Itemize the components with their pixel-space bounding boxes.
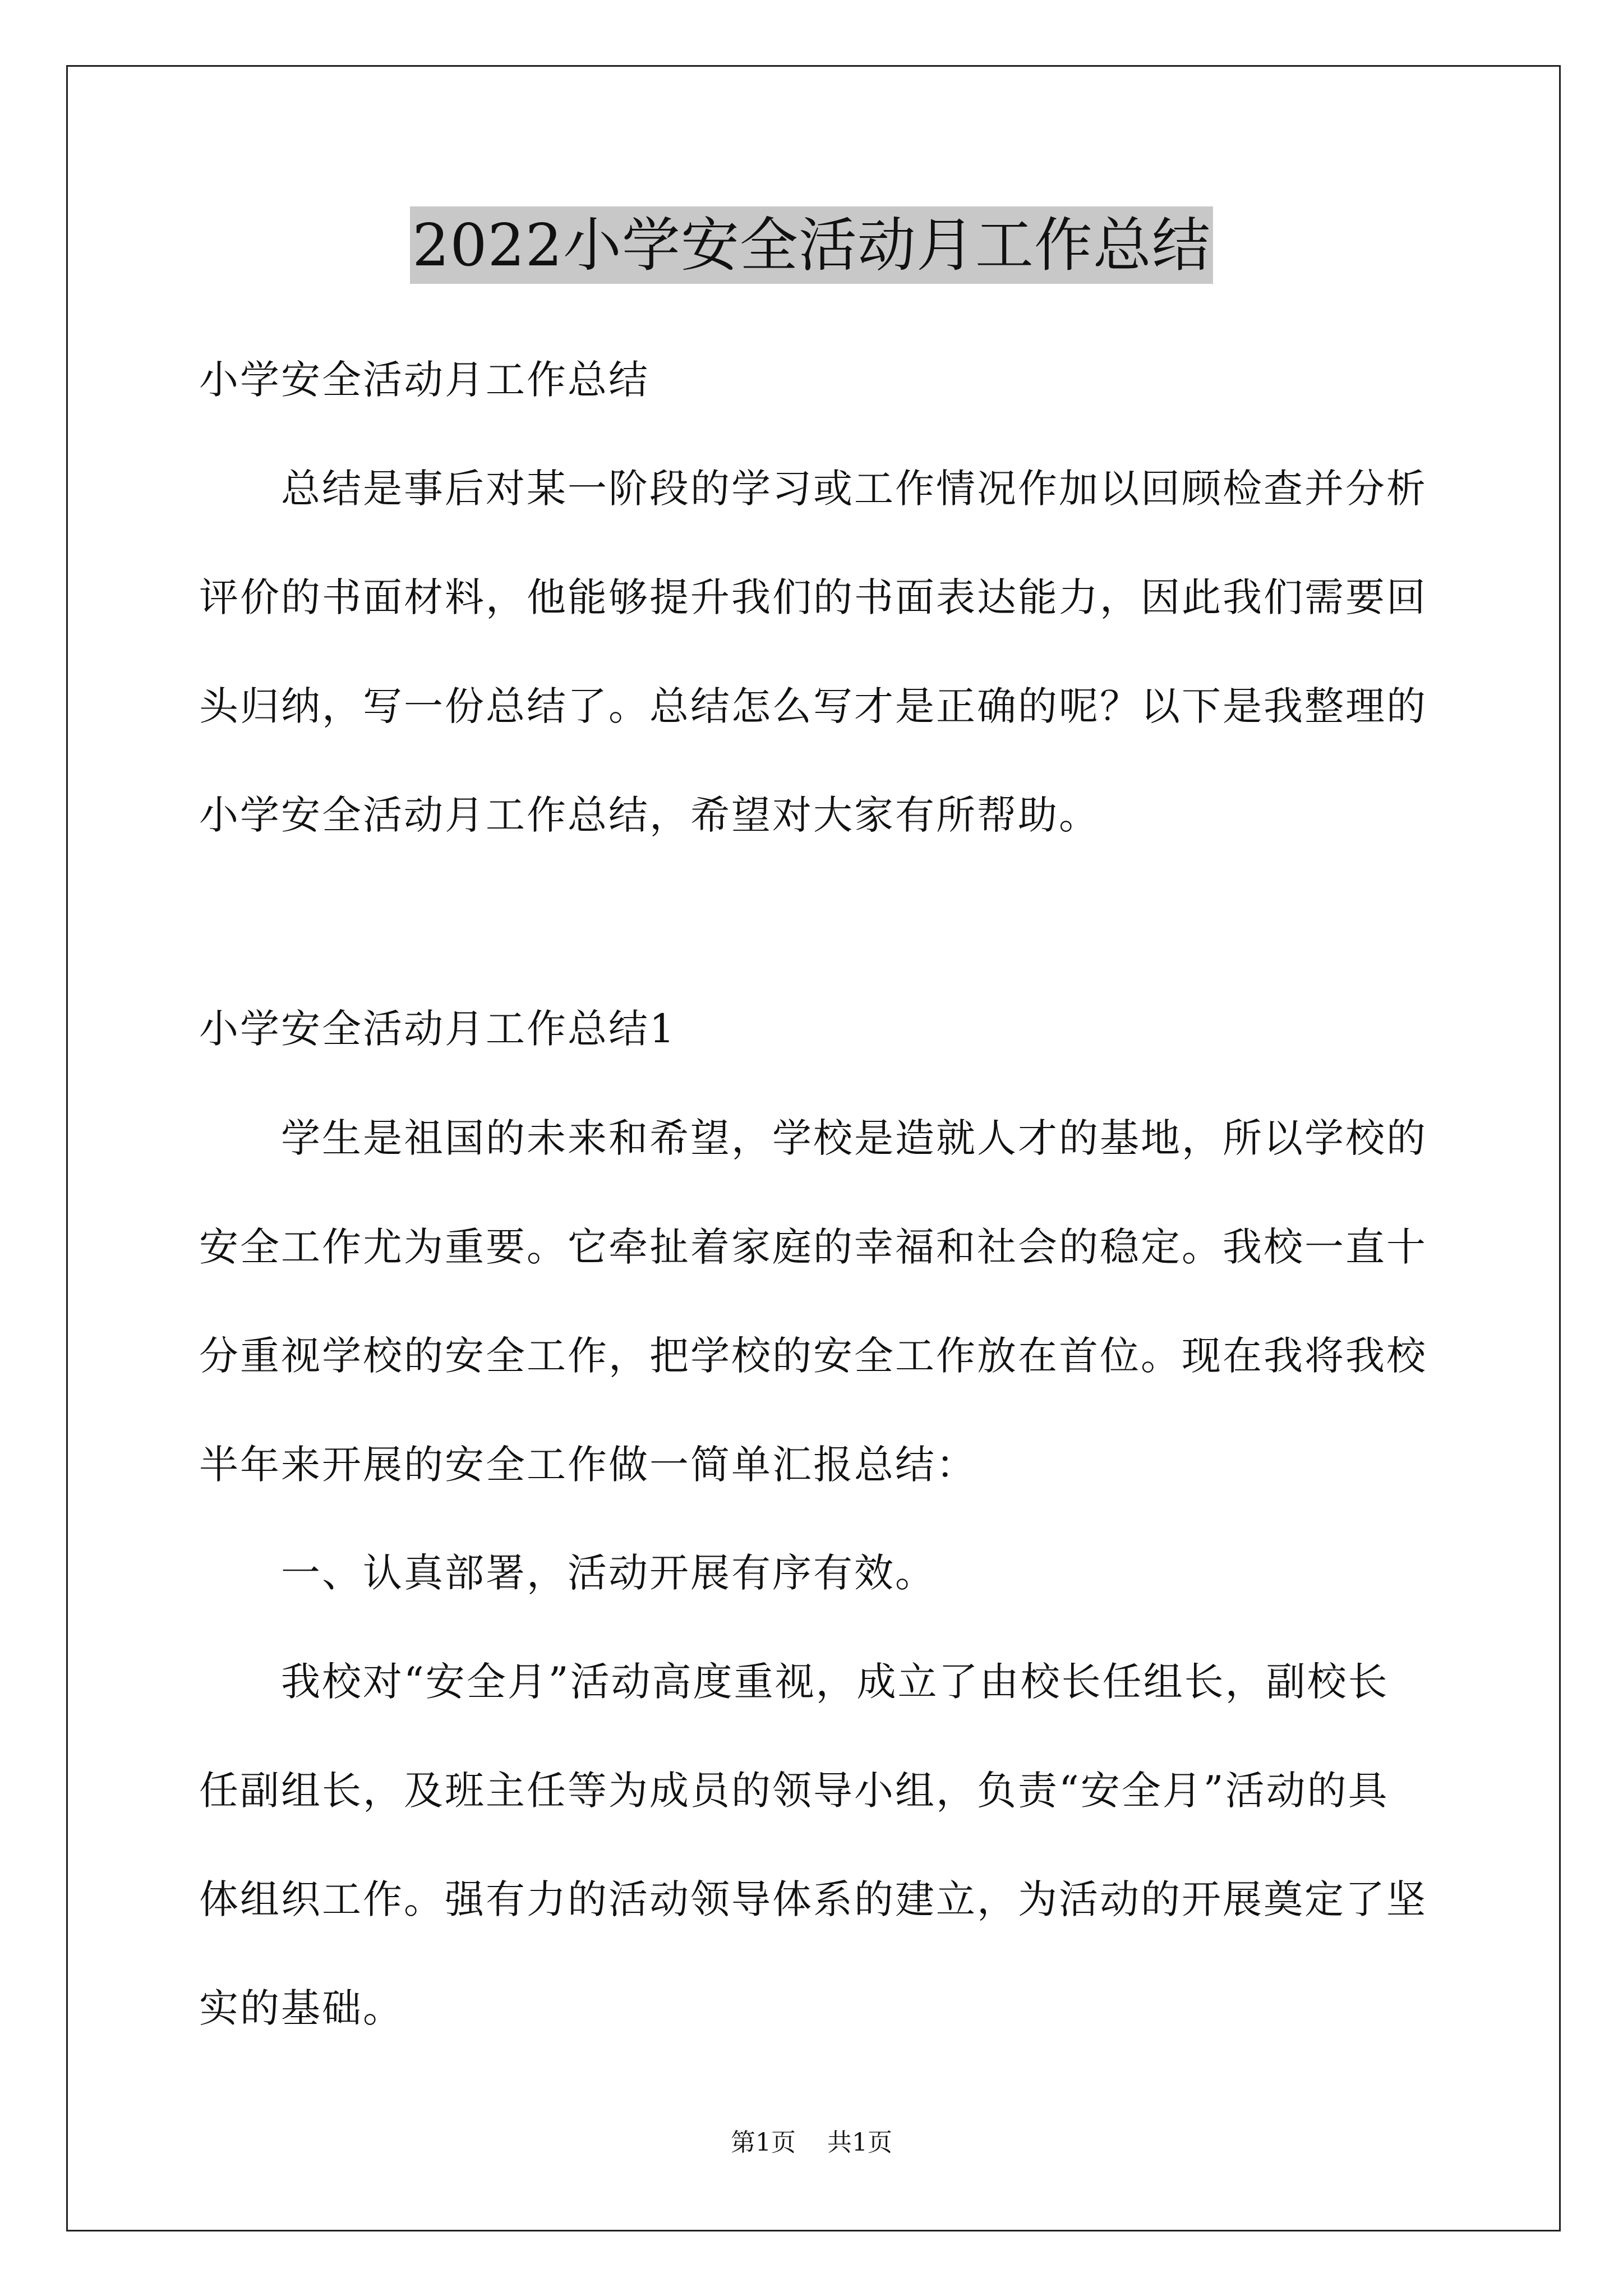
paragraph-line: 学生是祖国的未来和希望，学校是造就人才的基地，所以学校的 xyxy=(199,1115,1427,1161)
paragraph-line: 安全工作尤为重要。它牵扯着家庭的幸福和社会的稳定。我校一直十 xyxy=(199,1224,1427,1270)
paragraph-line: 分重视学校的安全工作，把学校的安全工作放在首位。现在我将我校 xyxy=(199,1333,1427,1379)
paragraph-line: 半年来开展的安全工作做一简单汇报总结： xyxy=(199,1442,977,1488)
section-heading: 小学安全活动月工作总结1 xyxy=(199,1006,676,1052)
paragraph-line: 评价的书面材料，他能够提升我们的书面表达能力，因此我们需要回 xyxy=(199,574,1427,620)
paragraph-line: 实的基础。 xyxy=(199,1985,404,2031)
paragraph-line: 总结是事后对某一阶段的学习或工作情况作加以回顾检查并分析 xyxy=(199,466,1427,512)
paragraph-line: 我校对“安全月”活动高度重视，成立了由校长任组长，副校长 xyxy=(199,1659,1389,1705)
title-container xyxy=(0,206,1623,284)
page-total: 共1页 xyxy=(827,2128,892,2157)
document-title: 2022小学安全活动月工作总结 xyxy=(410,206,1213,284)
paragraph-line: 头归纳，写一份总结了。总结怎么写才是正确的呢？以下是我整理的 xyxy=(199,683,1427,729)
paragraph-line: 任副组长，及班主任等为成员的领导小组，负责“安全月”活动的具 xyxy=(199,1768,1389,1814)
page-footer xyxy=(0,2126,1623,2160)
paragraph-line: 一、认真部署，活动开展有序有效。 xyxy=(199,1550,936,1596)
paragraph-line: 小学安全活动月工作总结，希望对大家有所帮助。 xyxy=(199,792,1100,838)
page-number: 第1页 xyxy=(731,2128,796,2157)
paragraph-line: 体组织工作。强有力的活动领导体系的建立，为活动的开展奠定了坚 xyxy=(199,1876,1427,1922)
section-heading: 小学安全活动月工作总结 xyxy=(199,357,649,403)
